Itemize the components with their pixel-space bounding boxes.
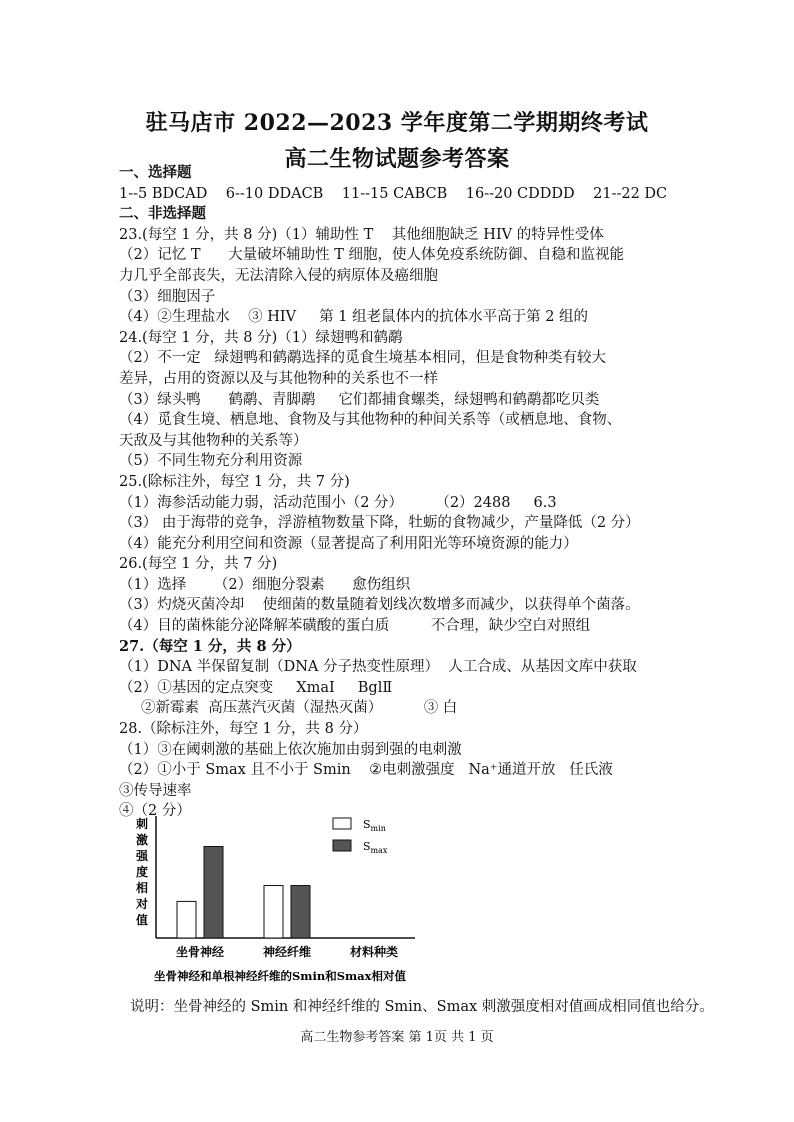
answer-line: 1--5 BDCAD 6--10 DDACB 11--15 CABCB 16--20 CDDDD 21--22 DC xyxy=(119,185,668,202)
page-subtitle: 高二生物试题参考答案 xyxy=(284,146,510,172)
answer-line: 24.(每空 1 分，共 8 分)（1）绿翅鸭和鹤鹬 xyxy=(119,329,403,346)
answer-line: （4）能充分利用空间和资源（显著提高了利用阳光等环境资源的能力） xyxy=(119,535,578,552)
answer-line: ③传导速率 xyxy=(119,782,192,799)
answer-line: （4）觅食生境、栖息地、食物及与其他物种的种间关系等（或栖息地、食物、 xyxy=(119,412,622,429)
answer-line: 28.（除标注外，每空 1 分，共 8 分） xyxy=(119,721,368,738)
answer-line: 二、非选择题 xyxy=(119,205,206,223)
answer-line: （2）①基因的定点突变 XmaI BglⅡ xyxy=(119,679,393,696)
answer-line: （1）DNA 半保留复制（DNA 分子热变性原理） 人工合成、从基因文库中获取 xyxy=(119,659,637,676)
answer-line: （4）②生理盐水 ③ HIV 第 1 组老鼠体内的抗体水平高于第 2 组的 xyxy=(119,309,589,326)
y-axis-label-char: 相 xyxy=(135,881,149,895)
answer-line: （2）不一定 绿翅鸭和鹤鹬选择的觅食生境基本相同，但是食物种类有较大 xyxy=(119,350,607,367)
answer-line: 23.(每空 1 分，共 8 分)（1）辅助性 T 其他细胞缺乏 HIV 的特异性受体 xyxy=(119,226,604,243)
answer-line: （4）目的菌株能分泌降解苯磺酸的蛋白质 不合理，缺少空白对照组 xyxy=(119,618,591,635)
answer-line: ④（2 分） xyxy=(119,803,191,820)
answer-line: （5）不同生物充分利用资源 xyxy=(119,453,303,470)
legend-label: $S_{max}$ xyxy=(363,840,388,855)
answer-line: 差异，占用的资源以及与其他物种的关系也不一样 xyxy=(119,370,438,387)
bar-smax-1 xyxy=(291,886,310,938)
bar-smax-0 xyxy=(204,847,223,939)
y-axis-label-char: 刺 xyxy=(135,817,149,831)
bar-smin-1 xyxy=(264,886,283,938)
answer-line: （3）细胞因子 xyxy=(119,288,216,305)
answer-line: （2）记忆 T 大量破坏辅助性 T 细胞，使人体免疫系统防御、自稳和监视能 xyxy=(119,247,625,264)
x-tick-label: 神经纤维 xyxy=(262,945,312,959)
answer-line: （1）选择 （2）细胞分裂素 愈伤组织 xyxy=(119,576,411,593)
legend-swatch-smax xyxy=(333,840,351,851)
y-axis-label-char: 值 xyxy=(135,913,149,927)
answer-line: 力几乎全部丧失，无法清除入侵的病原体及癌细胞 xyxy=(119,267,438,284)
answer-line: （3）灼烧灭菌冷却 使细菌的数量随着划线次数增多而减少，以获得单个菌落。 xyxy=(119,597,640,614)
answer-line: 一、选择题 xyxy=(119,164,192,181)
legend-swatch-smin xyxy=(333,818,351,829)
grading-note: 说明：坐骨神经的 Smin 和神经纤维的 Smin、Smax 刺激强度相对值画成相同值也给分。 xyxy=(130,999,714,1015)
answer-line: 26.(每空 1 分，共 7 分) xyxy=(119,556,278,573)
answer-line: （3）绿头鸭 鹤鹬、青脚鹬 它们都捕食螺类，绿翅鸭和鹤鹬都吃贝类 xyxy=(119,391,600,408)
answer-line: （2）①小于 Smax 且不小于 Smin ②电刺激强度 Na⁺通道开放 任氏液 xyxy=(119,762,613,779)
y-axis-label-char: 度 xyxy=(135,865,149,879)
page-title: 驻马店市 2022—2023 学年度第二学期期终考试 xyxy=(145,110,649,136)
x-tick-label: 坐骨神经 xyxy=(175,945,225,959)
answer-line: 25.(除标注外，每空 1 分，共 7 分) xyxy=(119,473,350,490)
answer-line: （1）海参活动能力弱，活动范围小（2 分） （2）2488 6.3 xyxy=(119,494,557,511)
bar-smin-0 xyxy=(177,901,196,938)
chart-title: 坐骨神经和单根神经纤维的Smin和Smax相对值 xyxy=(154,969,406,983)
answer-line: （1）③在阈刺激的基础上依次施加由弱到强的电刺激 xyxy=(119,741,462,758)
answer-line: 27.（每空 1 分，共 8 分） xyxy=(119,637,301,655)
page-footer: 高二生物参考答案 第 1页 共 1 页 xyxy=(300,1030,494,1045)
legend-label: $S_{min}$ xyxy=(363,818,386,833)
y-axis-label-char: 激 xyxy=(135,833,149,847)
answer-line: （3） 由于海带的竞争，浮游植物数量下降，牡蛎的食物减少，产量降低（2 分） xyxy=(119,515,640,532)
answer-line: 天敌及与其他物种的关系等） xyxy=(119,432,308,449)
x-axis-label: 材料种类 xyxy=(349,945,399,959)
stimulus-bar-chart xyxy=(130,808,430,988)
answer-lines xyxy=(119,163,719,822)
answer-line: ②新霉素 高压蒸汽灭菌（湿热灭菌） ③ 白 xyxy=(141,700,458,717)
y-axis-label-char: 强 xyxy=(135,849,149,863)
y-axis-label-char: 对 xyxy=(135,897,149,911)
